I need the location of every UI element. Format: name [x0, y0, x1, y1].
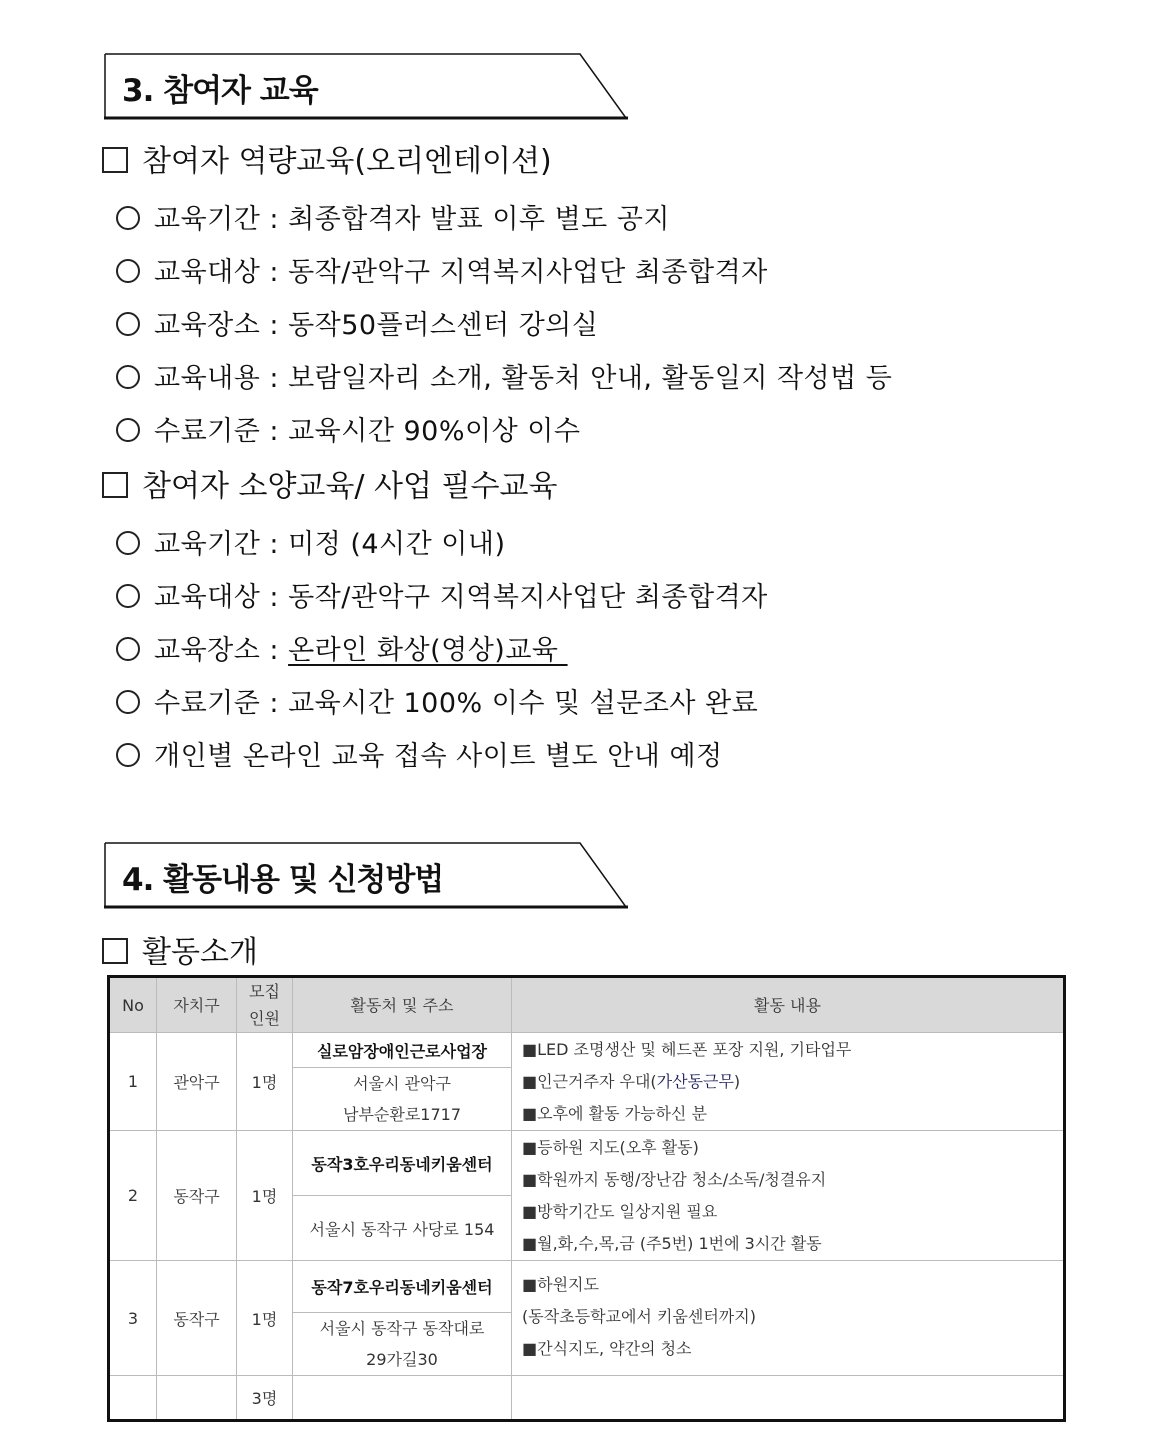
table-row — [109, 1261, 1065, 1313]
section-4-header — [104, 842, 628, 908]
cell-place-name: 실로암장애인근로사업장 — [293, 1033, 512, 1068]
list-item — [116, 303, 598, 342]
circle-bullet-icon — [116, 743, 140, 767]
header-no: No — [109, 977, 157, 1033]
item-text: 교육장소 : 동작50플러스센터 강의실 — [154, 310, 599, 341]
circle-bullet-icon — [116, 418, 140, 442]
item-text: 교육내용 : 보람일자리 소개, 활동처 안내, 활동일지 작성법 등 — [154, 363, 893, 394]
cell-no: 2 — [109, 1131, 157, 1261]
cell-content: ■등하원 지도(오후 활동) ■학원까지 동행/장난감 청소/소독/청결유지 ■방학기간도 일상지원 필요 ■월,화,수,목,금 (주5번) 1번에 3시간 활동 — [512, 1131, 1065, 1261]
circle-bullet-icon — [116, 531, 140, 555]
list-item — [116, 250, 768, 289]
item-text: 수료기준 : 교육시간 100% 이수 및 설문조사 완료 — [154, 688, 759, 719]
underlined-location: 온라인 화상(영상)교육 — [288, 635, 559, 666]
cell-no: 3 — [109, 1261, 157, 1376]
list-item — [116, 356, 892, 395]
list-item — [116, 628, 568, 667]
list-item — [116, 522, 506, 561]
cell-place-name: 동작7호우리동네키움센터 — [293, 1261, 512, 1313]
cell-district: 관악구 — [157, 1033, 237, 1131]
list-item — [116, 734, 723, 773]
circle-bullet-icon — [116, 365, 140, 389]
table-header-row — [109, 977, 1065, 1033]
subheading-orientation — [102, 136, 552, 180]
item-text: 교육장소 : — [154, 635, 289, 666]
section-3-title: 3. 참여자 교육 — [122, 73, 318, 109]
subheading-text: 활동소개 — [142, 935, 258, 970]
subheading-required-education — [102, 461, 557, 505]
list-item — [116, 681, 758, 720]
subheading-activity-intro — [102, 927, 258, 971]
table-row — [109, 1131, 1065, 1196]
list-item — [116, 575, 768, 614]
section-4-title: 4. 활동내용 및 신청방법 — [122, 862, 444, 898]
cell-count: 1명 — [237, 1131, 293, 1261]
content-line: ■인근거주자 우대(가산동근무) — [522, 1071, 741, 1091]
cell-total-count: 3명 — [237, 1376, 293, 1421]
subheading-text: 참여자 역량교육(오리엔테이션) — [142, 144, 552, 179]
cell-district: 동작구 — [157, 1131, 237, 1261]
item-text: 교육기간 : 최종합격자 발표 이후 별도 공지 — [154, 204, 670, 235]
checkbox-square-icon — [102, 147, 128, 173]
checkbox-square-icon — [102, 472, 128, 498]
table-row — [109, 1033, 1065, 1068]
cell-count: 1명 — [237, 1033, 293, 1131]
header-district: 자치구 — [157, 977, 237, 1033]
cell-district: 동작구 — [157, 1261, 237, 1376]
table-total-row — [109, 1376, 1065, 1421]
circle-bullet-icon — [116, 584, 140, 608]
cell-content: ■하원지도 (동작초등학교에서 키움센터까지) ■간식지도, 약간의 청소 — [512, 1261, 1065, 1376]
item-text: 개인별 온라인 교육 접속 사이트 별도 안내 예정 — [154, 741, 723, 772]
cell-place-name: 동작3호우리동네키움센터 — [293, 1131, 512, 1196]
cell-content — [512, 1033, 1065, 1131]
section-3-header — [104, 53, 628, 119]
item-text: 교육대상 : 동작/관악구 지역복지사업단 최종합격자 — [154, 257, 768, 288]
circle-bullet-icon — [116, 637, 140, 661]
subheading-text: 참여자 소양교육/ 사업 필수교육 — [142, 469, 558, 504]
header-activity-content: 활동 내용 — [512, 977, 1065, 1033]
cell-address: 서울시 관악구 남부순환로1717 — [293, 1068, 512, 1131]
circle-bullet-icon — [116, 312, 140, 336]
cell-no: 1 — [109, 1033, 157, 1131]
circle-bullet-icon — [116, 259, 140, 283]
content-line: ■오후에 활동 가능하신 분 — [522, 1103, 707, 1123]
checkbox-square-icon — [102, 938, 128, 964]
circle-bullet-icon — [116, 206, 140, 230]
activity-table — [107, 975, 1066, 1422]
circle-bullet-icon — [116, 690, 140, 714]
header-recruit-count: 모집 인원 — [237, 977, 293, 1033]
cell-address: 서울시 동작구 동작대로 29가길30 — [293, 1313, 512, 1376]
list-item — [116, 409, 580, 448]
list-item — [116, 197, 670, 236]
content-line: ■LED 조명생산 및 헤드폰 포장 지원, 기타업무 — [522, 1039, 852, 1059]
item-text: 수료기준 : 교육시간 90%이상 이수 — [154, 416, 581, 447]
header-place-address: 활동처 및 주소 — [293, 977, 512, 1033]
item-text: 교육대상 : 동작/관악구 지역복지사업단 최종합격자 — [154, 582, 768, 613]
cell-address: 서울시 동작구 사당로 154 — [293, 1196, 512, 1261]
item-text: 교육기간 : 미정 (4시간 이내) — [154, 529, 506, 560]
cell-count: 1명 — [237, 1261, 293, 1376]
